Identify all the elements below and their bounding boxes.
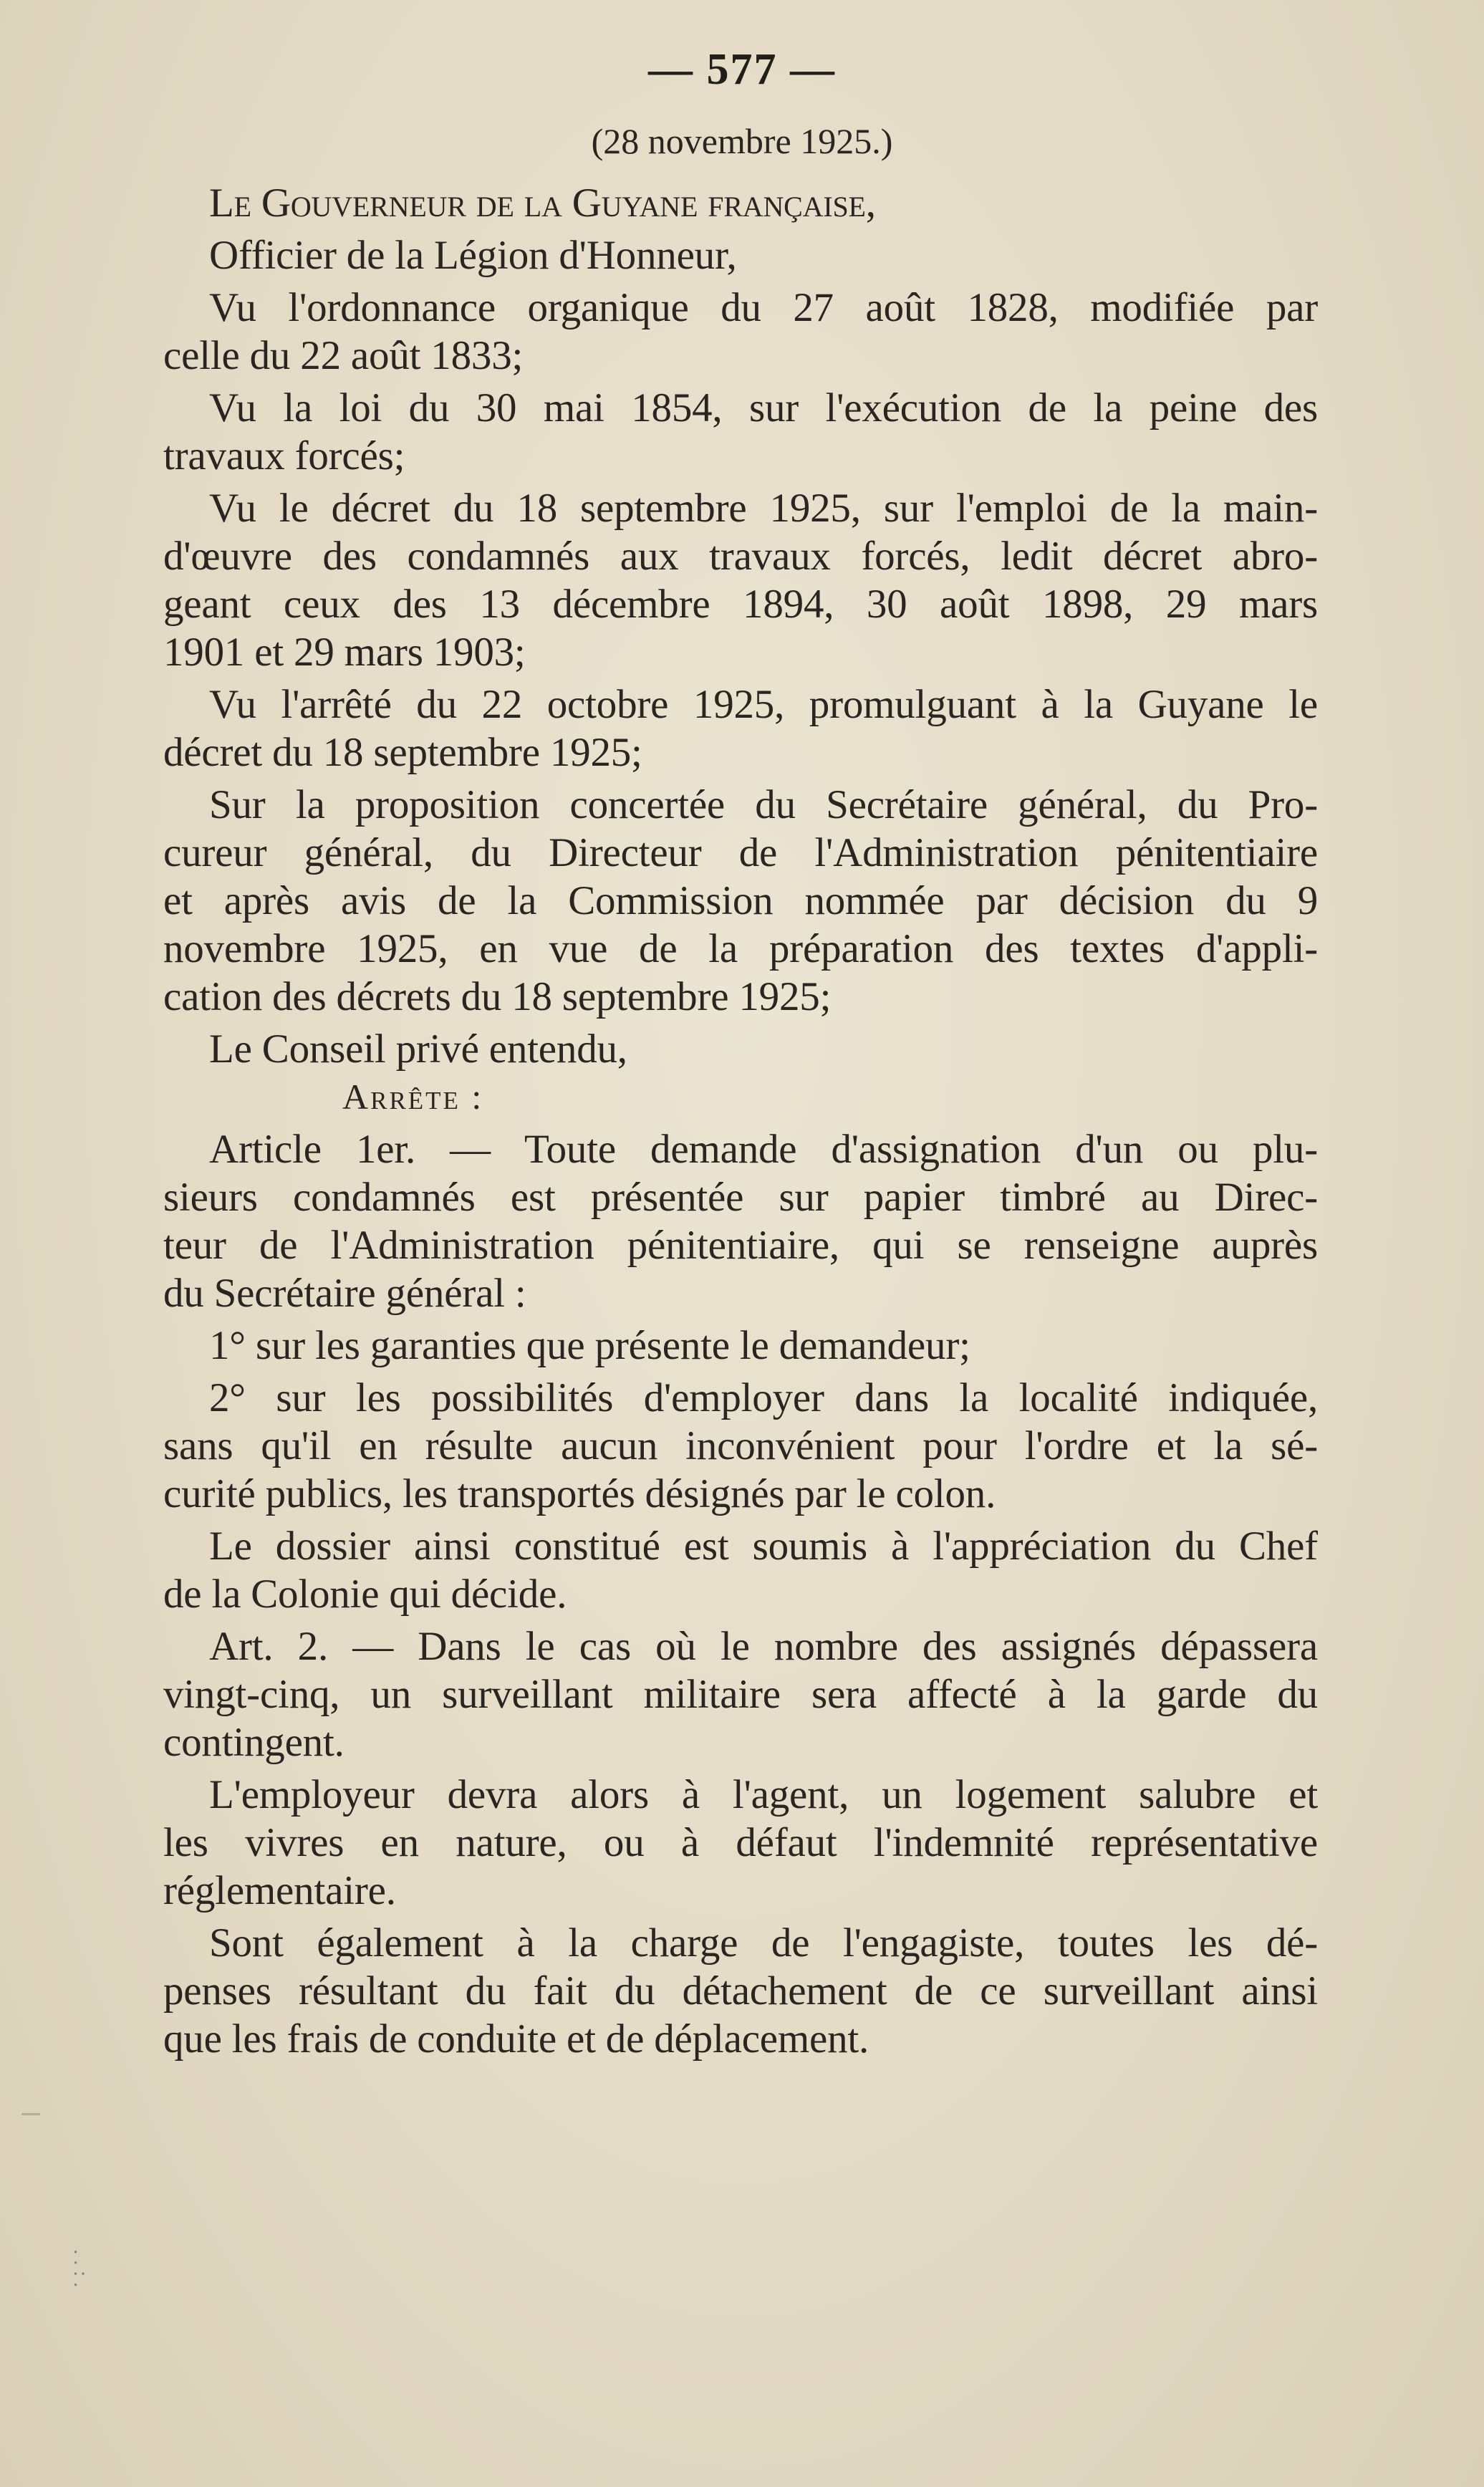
text-line: du Secrétaire général : bbox=[163, 1271, 526, 1316]
text-line: contingent. bbox=[163, 1720, 344, 1765]
margin-note: . . : . bbox=[69, 2249, 93, 2288]
text-line: Vu la loi du 30 mai 1854, sur l'exécution de la peine des bbox=[209, 385, 1318, 430]
text-line: geant ceux des 13 décembre 1894, 30 août 1898, 29 mars bbox=[163, 582, 1318, 627]
text-line: les vivres en nature, ou à défaut l'indemnité représentative bbox=[163, 1820, 1318, 1865]
text-line: Le dossier ainsi constitué est soumis à l'appréciation du Chef bbox=[209, 1524, 1318, 1569]
text-line: de la Colonie qui décide. bbox=[163, 1572, 567, 1617]
text-line: que les frais de conduite et de déplacement. bbox=[163, 2016, 869, 2062]
text-line: 1° sur les garanties que présente le demandeur; bbox=[209, 1323, 970, 1368]
text-line: cation des décrets du 18 septembre 1925; bbox=[163, 974, 832, 1019]
text-line: Vu le décret du 18 septembre 1925, sur l'emploi de la main- bbox=[209, 486, 1318, 531]
text-line: Le Gouverneur de la Guyane française, bbox=[209, 181, 876, 226]
text-line: 2° sur les possibilités d'employer dans la localité indiquée, bbox=[209, 1375, 1318, 1420]
text-line: cureur général, du Directeur de l'Administration pénitentiaire bbox=[163, 830, 1318, 875]
text-line: Le Conseil privé entendu, bbox=[209, 1026, 627, 1072]
text-line: Art. 2. — Dans le cas où le nombre des assignés dépassera bbox=[209, 1624, 1318, 1669]
text-line: L'employeur devra alors à l'agent, un logement salubre et bbox=[209, 1772, 1318, 1817]
text-line: sans qu'il en résulte aucun inconvénient pour l'ordre et la sé- bbox=[163, 1423, 1318, 1468]
text-line: sieurs condamnés est présentée sur papier timbré au Direc- bbox=[163, 1175, 1318, 1220]
text-line: penses résultant du fait du détachement de ce surveillant ainsi bbox=[163, 1968, 1318, 2014]
text-line: Officier de la Légion d'Honneur, bbox=[209, 233, 737, 278]
section-heading: Arrête : bbox=[342, 1077, 484, 1117]
text-line: décret du 18 septembre 1925; bbox=[163, 730, 642, 775]
text-line: Vu l'arrêté du 22 octobre 1925, promulguant à la Guyane le bbox=[209, 682, 1318, 727]
body-text bbox=[163, 179, 1318, 2063]
text-line: vingt-cinq, un surveillant militaire sera affecté à la garde du bbox=[163, 1672, 1318, 1717]
text-line: Sont également à la charge de l'engagiste, toutes les dé- bbox=[209, 1920, 1318, 1966]
text-line: travaux forcés; bbox=[163, 433, 405, 478]
text-line: 1901 et 29 mars 1903; bbox=[163, 630, 526, 675]
document-date: (28 novembre 1925.) bbox=[591, 121, 893, 161]
text-line: teur de l'Administration pénitentiaire, qui se renseigne auprès bbox=[163, 1223, 1318, 1268]
text-line: réglementaire. bbox=[163, 1868, 396, 1913]
text-line: Vu l'ordonnance organique du 27 août 1828, modifiée par bbox=[209, 285, 1318, 330]
text-line: Sur la proposition concertée du Secrétaire général, du Pro- bbox=[209, 782, 1318, 827]
text-line: Article 1er. — Toute demande d'assignation d'un ou plu- bbox=[209, 1127, 1318, 1172]
margin-tick bbox=[21, 2113, 40, 2115]
text-line: et après avis de la Commission nommée par décision du 9 bbox=[163, 878, 1318, 923]
text-line: celle du 22 août 1833; bbox=[163, 333, 524, 378]
text-line: novembre 1925, en vue de la préparation des textes d'appli- bbox=[163, 926, 1318, 971]
text-line: d'œuvre des condamnés aux travaux forcés, ledit décret abro- bbox=[163, 534, 1318, 579]
text-line: curité publics, les transportés désignés par le colon. bbox=[163, 1471, 996, 1516]
page-number: — 577 — bbox=[648, 45, 836, 94]
